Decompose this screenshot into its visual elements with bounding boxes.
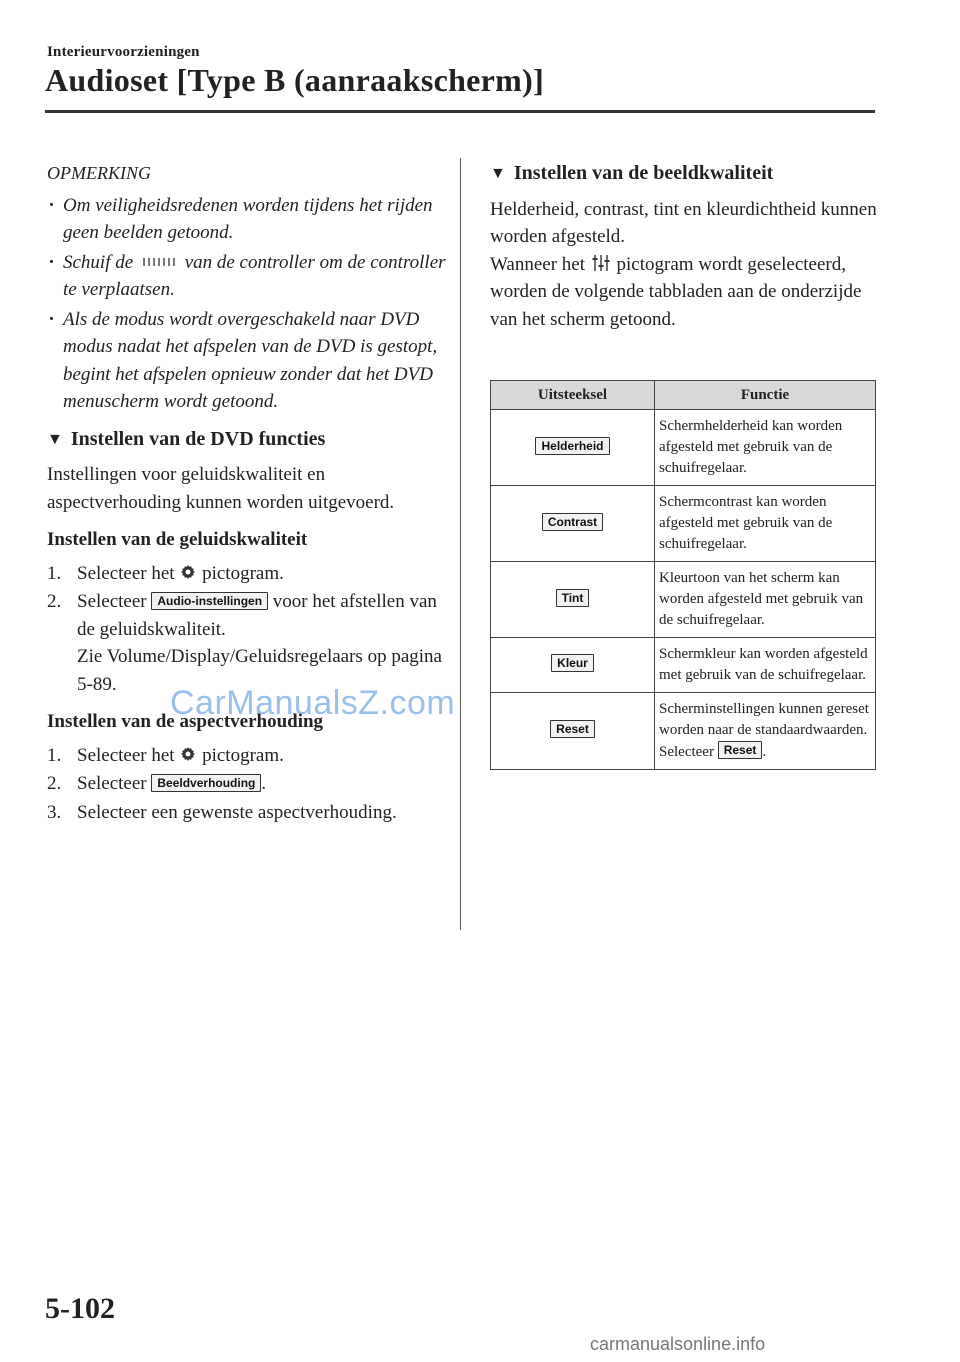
table-row: [491, 486, 876, 562]
title-divider: [45, 110, 875, 113]
step-item: [47, 560, 447, 588]
aspect-steps: [47, 742, 447, 827]
watermark: CarManualsZ.com: [170, 684, 456, 722]
table-row: [491, 693, 876, 770]
picture-heading: [490, 160, 878, 188]
audio-settings-button[interactable]: Audio-instellingen: [151, 592, 268, 610]
equalizer-icon: [592, 253, 610, 273]
table-row: [491, 562, 876, 638]
reset-tab-button[interactable]: Reset: [550, 720, 595, 738]
step-number: 1.: [47, 562, 62, 584]
section-label: Interieurvoorzieningen: [47, 44, 200, 60]
step-text-part: pictogram.: [202, 744, 284, 766]
triangle-icon: ▼: [490, 165, 506, 182]
picture-intro: Helderheid, contrast, tint en kleurdichtheid kunnen worden afgesteld.: [490, 198, 877, 247]
triangle-icon: ▼: [47, 430, 63, 448]
table-cell-tab: [491, 486, 655, 562]
contrast-tab-button[interactable]: Contrast: [542, 513, 603, 531]
gear-icon: [180, 564, 196, 580]
table-cell-desc: Schermkleur kan worden afgesteld met gebruik van de schuifregelaar.: [655, 638, 876, 693]
note-item: [47, 249, 447, 304]
intro-text-part: Wanneer het: [490, 253, 585, 275]
step-text-part: .: [261, 773, 267, 794]
step-number: 2.: [47, 591, 62, 612]
table-header-function: Functie: [655, 381, 876, 410]
step-number: 3.: [47, 801, 62, 823]
note-item: · Om veiligheidsredenen worden tijdens het rijden geen beelden getoond.: [47, 192, 447, 247]
reset-desc-text: Scherminstellingen kunnen gereset worden naar de standaardwaarden.: [659, 701, 869, 738]
table-cell-tab: [491, 410, 655, 486]
table-cell-tab: [491, 693, 655, 770]
table-cell-desc: [655, 693, 876, 770]
step-item: [47, 588, 447, 698]
left-column: [47, 160, 447, 827]
reset-button[interactable]: Reset: [718, 741, 763, 759]
step-number: 2.: [47, 773, 62, 794]
brightness-tab-button[interactable]: Helderheid: [535, 437, 609, 455]
note-item: · Als de modus wordt overgeschakeld naar DVD modus nadat het afspelen van de DVD is gestopt, begint het afspelen opnieuw zonder dat het DVD menuscherm wordt getoond.: [47, 306, 447, 416]
reset-desc-text: Selecteer: [659, 744, 714, 760]
step-text: [77, 560, 284, 588]
reset-desc-text: .: [762, 744, 767, 760]
table-cell-desc: Schermcontrast kan worden afgesteld met gebruik van de schuifregelaar.: [655, 486, 876, 562]
step-text: [77, 588, 447, 698]
step-text-part: pictogram.: [202, 562, 284, 584]
footer-watermark: carmanualsonline.info: [590, 1334, 766, 1354]
note-heading: OPMERKING: [47, 163, 151, 183]
note-list: [47, 192, 447, 416]
dvd-intro: Instellingen voor geluidskwaliteit en aspectverhouding kunnen worden uitgevoerd.: [47, 464, 395, 513]
step-text-part: Selecteer: [77, 773, 147, 794]
table-cell-desc: Kleurtoon van het scherm kan worden afgesteld met gebruik van de schuifregelaar.: [655, 562, 876, 638]
dvd-heading-text: Instellen van de DVD functies: [70, 427, 326, 450]
color-tab-button[interactable]: Kleur: [551, 654, 594, 672]
column-divider: [460, 158, 461, 930]
step-item: [47, 742, 447, 770]
step-reference: Zie Volume/Display/Geluidsregelaars op pagina 5-89.: [77, 646, 442, 695]
table-header-tab: Uitsteeksel: [491, 381, 655, 410]
table-row: [491, 410, 876, 486]
step-text: [77, 770, 266, 798]
table-row: [491, 638, 876, 693]
step-text-part: voor het afstellen van de geluidskwaliteit.: [77, 591, 437, 640]
aspect-ratio-button[interactable]: Beeldverhouding: [151, 774, 261, 792]
dvd-heading: [47, 426, 447, 454]
step-text-part: Selecteer het: [77, 744, 175, 766]
note-text: van de controller om de controller te verplaatsen.: [63, 251, 446, 300]
right-column: [490, 160, 878, 339]
step-number: 1.: [47, 744, 62, 766]
table-cell-tab: [491, 638, 655, 693]
gear-icon: [180, 746, 196, 762]
table-cell-tab: [491, 562, 655, 638]
step-item: [47, 770, 447, 798]
table-cell-desc: Schermhelderheid kan worden afgesteld met gebruik van de schuifregelaar.: [655, 410, 876, 486]
intro-text-part: pictogram wordt geselecteerd, worden de volgende tabbladen aan de onderzijde van het scherm getoond.: [490, 253, 862, 330]
step-text-part: Selecteer: [77, 591, 147, 612]
sound-heading: Instellen van de geluidskwaliteit: [47, 529, 308, 550]
page-title: Audioset [Type B (aanraakscherm)]: [45, 62, 545, 98]
note-text: Schuif de: [63, 251, 134, 273]
step-text: [77, 742, 284, 770]
picture-intro-2: [490, 251, 878, 334]
step-item: [47, 799, 447, 827]
tint-tab-button[interactable]: Tint: [556, 589, 590, 607]
step-text-part: Selecteer het: [77, 562, 175, 584]
function-table: [490, 380, 876, 770]
slider-handle-icon: [141, 256, 177, 268]
aspect-heading: Instellen van de aspectverhouding: [47, 711, 324, 732]
table-header-row: [491, 381, 876, 410]
picture-heading-text: Instellen van de beeldkwaliteit: [513, 162, 774, 184]
sound-steps: [47, 560, 447, 699]
page-number: 5-102: [45, 1292, 115, 1325]
step-text: Selecteer een gewenste aspectverhouding.: [77, 801, 397, 823]
